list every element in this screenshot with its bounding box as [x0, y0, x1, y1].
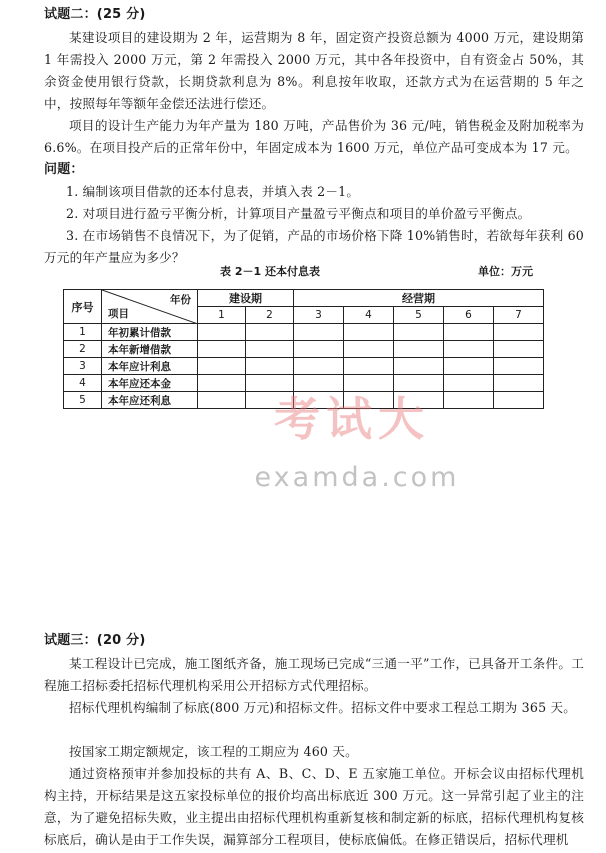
table-cell	[494, 375, 544, 392]
q3-paragraph-1: 某工程设计已完成，施工图纸齐备，施工现场已完成“三通一平”工作，已具备开工条件。工程施工招标委托招标代理机构采用公开招标方式代理招标。	[44, 656, 584, 693]
table-unit: 单位：万元	[478, 265, 533, 278]
q3-paragraph-3: 按国家工期定额规定，该工程的工期应为 460 天。	[69, 744, 358, 759]
table-cell	[198, 341, 246, 358]
table-row	[64, 341, 544, 358]
table-row	[64, 375, 544, 392]
table-cell	[394, 324, 444, 341]
table-cell	[494, 341, 544, 358]
row-seq: 5	[64, 392, 102, 409]
table-cell	[198, 358, 246, 375]
repayment-table	[63, 289, 544, 409]
col-year-label: 年份	[170, 294, 191, 306]
q2-heading: 试题二：(25 分)	[44, 7, 146, 22]
year-header: 7	[494, 307, 544, 324]
row-item-name: 年初累计借款	[102, 324, 198, 341]
year-header: 4	[344, 307, 394, 324]
year-header: 3	[294, 307, 344, 324]
row-item-name: 本年应计利息	[102, 358, 198, 375]
table-cell	[344, 341, 394, 358]
table-cell	[344, 358, 394, 375]
table-cell	[494, 358, 544, 375]
table-cell	[246, 358, 294, 375]
col-seq-header: 序号	[64, 290, 102, 324]
row-seq: 1	[64, 324, 102, 341]
table-cell	[198, 324, 246, 341]
year-header: 6	[444, 307, 494, 324]
q2-paragraph-1: 某建设项目的建设期为 2 年，运营期为 8 年，固定资产投资总额为 4000 万元，建设期第 1 年需投入 2000 万元，第 2 年需投入 2000 万元，其中各年投资中，自有资金占 50%，其余资金使用银行贷款，长期贷款利息为 8%。利息按年收取，还款方式为在运营期的 5 年之中，按照每年等额年金偿还法进行偿还。	[44, 30, 584, 111]
row-seq: 4	[64, 375, 102, 392]
table-row	[64, 358, 544, 375]
q2-questions-label: 问题：	[44, 162, 84, 177]
q2-question-3: 3. 在市场销售不良情况下，为了促销，产品的市场价格下降 10%销售时，若欲每年获利 60 万元的年产量应为多少？	[44, 228, 584, 265]
table-cell	[494, 392, 544, 409]
table-cell	[494, 324, 544, 341]
table-cell	[246, 324, 294, 341]
table-cell	[394, 375, 444, 392]
year-item-header	[102, 290, 198, 324]
year-header: 5	[394, 307, 444, 324]
row-item-name: 本年应还利息	[102, 392, 198, 409]
table-row	[64, 324, 544, 341]
table-cell	[294, 375, 344, 392]
table-cell	[444, 341, 494, 358]
row-item-name: 本年新增借款	[102, 341, 198, 358]
row-seq: 3	[64, 358, 102, 375]
watermark-logo: 考试大	[274, 392, 430, 446]
table-cell	[394, 358, 444, 375]
table-cell	[444, 358, 494, 375]
table-cell	[246, 341, 294, 358]
table-cell	[344, 375, 394, 392]
q2-question-1: 1. 编制该项目借款的还本付息表，并填入表 2－1。	[66, 184, 360, 199]
table-cell	[198, 375, 246, 392]
col-item-label: 项目	[108, 308, 129, 320]
q2-paragraph-2: 项目的设计生产能力为年产量为 180 万吨，产品售价为 36 元/吨，销售税金及附加税率为 6.6%。在项目投产后的正常年份中，年固定成本为 1600 万元，单位产品可变成本为 17 元。	[44, 118, 584, 155]
row-item-name: 本年应还本金	[102, 375, 198, 392]
table-cell	[294, 324, 344, 341]
table-cell	[294, 341, 344, 358]
table-caption: 表 2－1 还本付息表	[220, 265, 320, 278]
q2-question-2: 2. 对项目进行盈亏平衡分析，计算项目产量盈亏平衡点和项目的单价盈亏平衡点。	[66, 206, 531, 221]
q3-paragraph-4: 通过资格预审并参加投标的共有 A、B、C、D、E 五家施工单位。开标会议由招标代理机构主持，开标结果是这五家投标单位的报价均高出标底近 300 万元。这一异常引起了业主的注意，为了避免招标失败，业主提出由招标代理机构重新复核和制定新的标底，招标代理机构复核标底后，确认是由于工作失误，漏算部分工程项目，使标底偏低。在修正错误后，招标代理机	[44, 766, 584, 847]
year-header: 1	[198, 307, 246, 324]
group-build-header: 建设期	[198, 290, 294, 307]
table-cell	[294, 358, 344, 375]
watermark-site: examda.com	[254, 462, 460, 493]
table-cell	[444, 375, 494, 392]
table-cell	[394, 341, 444, 358]
group-operate-header: 经营期	[294, 290, 544, 307]
table-cell	[444, 324, 494, 341]
year-header: 2	[246, 307, 294, 324]
row-seq: 2	[64, 341, 102, 358]
table-cell	[246, 375, 294, 392]
q3-heading: 试题三：(20 分)	[44, 633, 146, 648]
table-cell	[344, 324, 394, 341]
q3-paragraph-2: 招标代理机构编制了标底(800 万元)和招标文件。招标文件中要求工程总工期为 365 天。	[69, 700, 577, 715]
